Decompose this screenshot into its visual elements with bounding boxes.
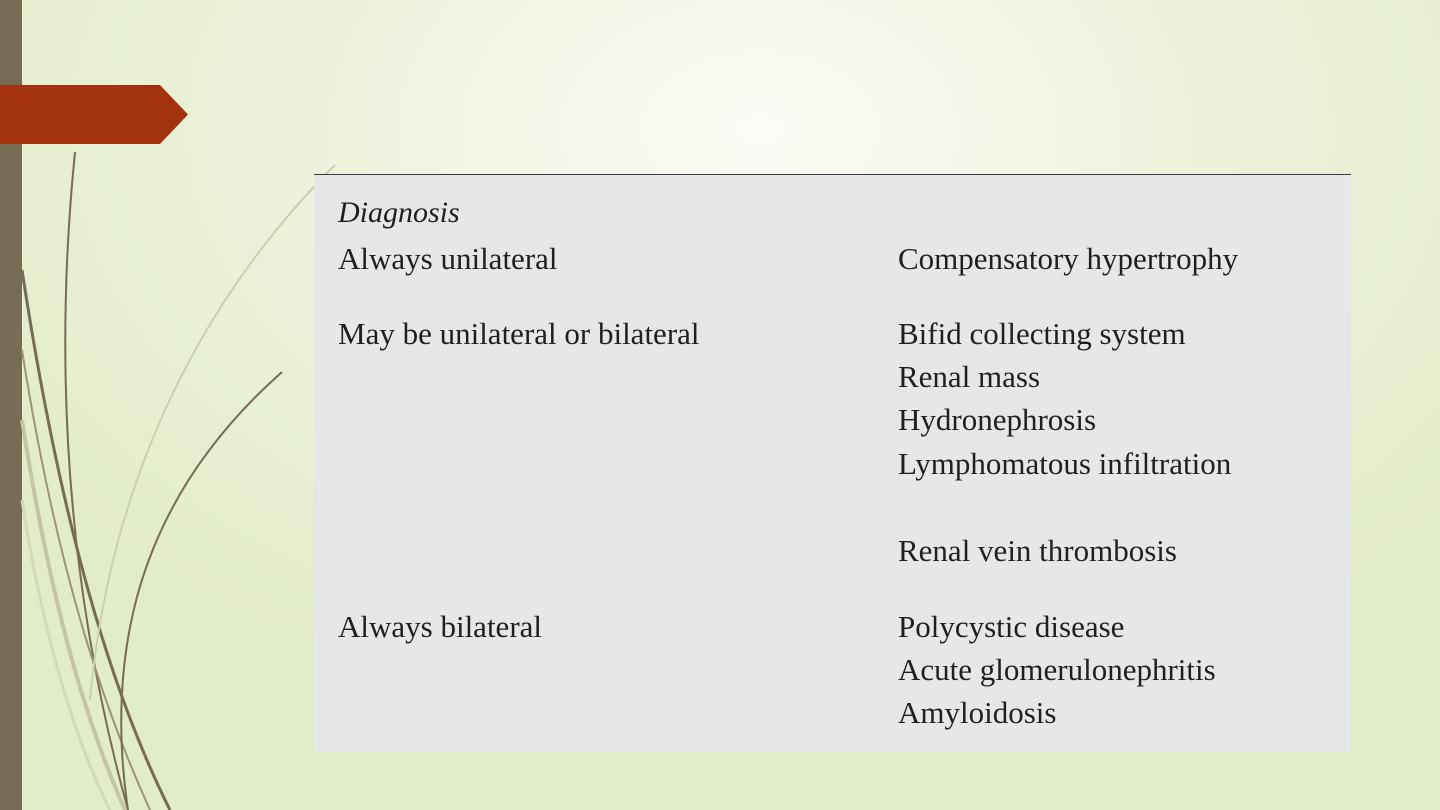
diagnosis-renal-vein-thrombosis: Renal vein thrombosis <box>898 533 1177 568</box>
row-condition-unilateral-or-bilateral: May be unilateral or bilateral <box>338 316 700 351</box>
table-header-diagnosis: Diagnosis <box>338 196 460 229</box>
diagnosis-bifid-collecting-system: Bifid collecting system <box>898 316 1186 351</box>
diagnosis-compensatory-hypertrophy: Compensatory hypertrophy <box>898 241 1239 276</box>
diagnosis-renal-mass: Renal mass <box>898 359 1041 394</box>
diagnosis-lymphomatous-infiltration: Lymphomatous infiltration <box>898 446 1232 481</box>
diagnosis-table <box>314 174 1351 752</box>
diagnosis-acute-glomerulonephritis: Acute glomerulonephritis <box>898 652 1216 687</box>
diagnosis-polycystic-disease: Polycystic disease <box>898 609 1125 644</box>
diagnosis-hydronephrosis: Hydronephrosis <box>898 402 1097 437</box>
row-condition-always-unilateral: Always unilateral <box>338 241 558 276</box>
diagnosis-amyloidosis: Amyloidosis <box>898 695 1057 730</box>
row-condition-always-bilateral: Always bilateral <box>338 609 543 644</box>
decorative-curves-icon <box>0 0 360 810</box>
